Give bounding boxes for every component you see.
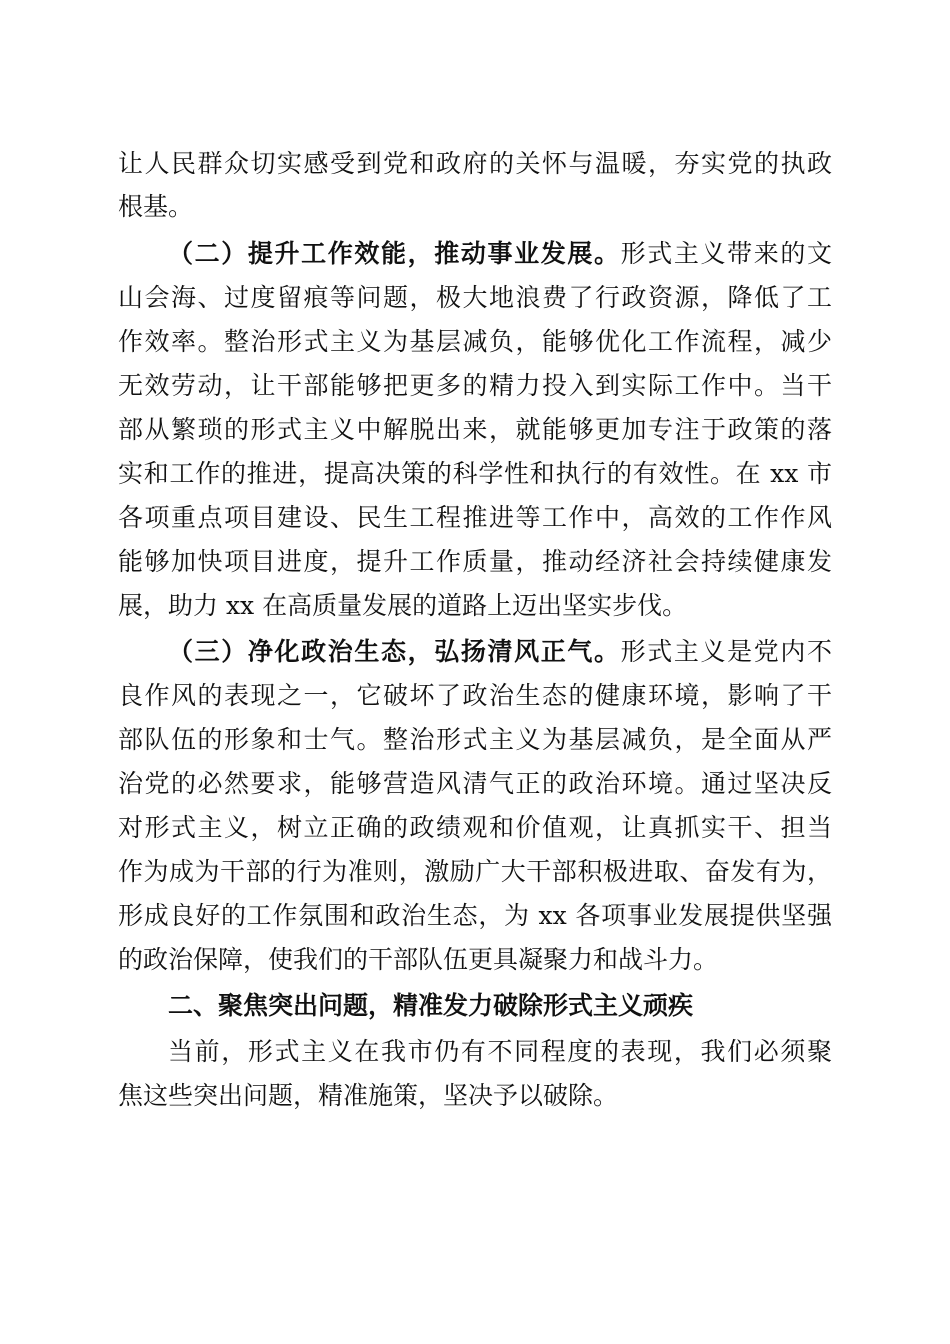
body-line: 实和工作的推进，提高决策的科学性和执行的有效性。在 xx 市 [118,459,832,488]
body-line: 部队伍的形象和士气。整治形式主义为基层减负，是全面从严 [118,725,832,754]
body-line: 的政治保障，使我们的干部队伍更具凝聚力和战斗力。 [118,945,719,974]
body-line: 各项重点项目建设、民生工程推进等工作中，高效的工作作风 [118,503,832,532]
body-line: 作为成为干部的行为准则，激励广大干部积极进取、奋发有为， [118,857,832,886]
section-3-first-line: （三）净化政治生态，弘扬清风正气。形式主义是党内不 [168,637,832,666]
body-line: 部从繁琐的形式主义中解脱出来，就能够更加专注于政策的落 [118,415,832,444]
section-2-title: （二）提升工作效能，推动事业发展。 [168,239,621,268]
body-line: 让人民群众切实感受到党和政府的关怀与温暖，夯实党的执政 [118,149,832,178]
section-2-first-line: （二）提升工作效能，推动事业发展。形式主义带来的文 [168,239,832,268]
body-line: 对形式主义，树立正确的政绩观和价值观，让真抓实干、担当 [118,813,832,842]
body-line: 山会海、过度留痕等问题，极大地浪费了行政资源，降低了工 [118,283,832,312]
body-line: 焦这些突出问题，精准施策，坚决予以破除。 [118,1081,619,1110]
section-3-title: （三）净化政治生态，弘扬清风正气。 [168,637,621,666]
body-line: 作效率。整治形式主义为基层减负，能够优化工作流程，减少 [118,327,832,356]
body-line: 根基。 [118,192,194,221]
body-line: 良作风的表现之一，它破坏了政治生态的健康环境，影响了干 [118,681,832,710]
body-line: 形成良好的工作氛围和政治生态，为 xx 各项事业发展提供坚强 [118,901,832,930]
body-line: 无效劳动，让干部能够把更多的精力投入到实际工作中。当干 [118,371,832,400]
body-line: 能够加快项目进度，提升工作质量，推动经济社会持续健康发 [118,547,832,576]
body-line: 治党的必然要求，能够营造风清气正的政治环境。通过坚决反 [118,769,832,798]
body-line: 当前，形式主义在我市仍有不同程度的表现，我们必须聚 [168,1037,832,1066]
chapter-heading: 二、聚焦突出问题，精准发力破除形式主义顽疾 [168,991,694,1020]
body-line: 展，助力 xx 在高质量发展的道路上迈出坚实步伐。 [118,591,688,620]
